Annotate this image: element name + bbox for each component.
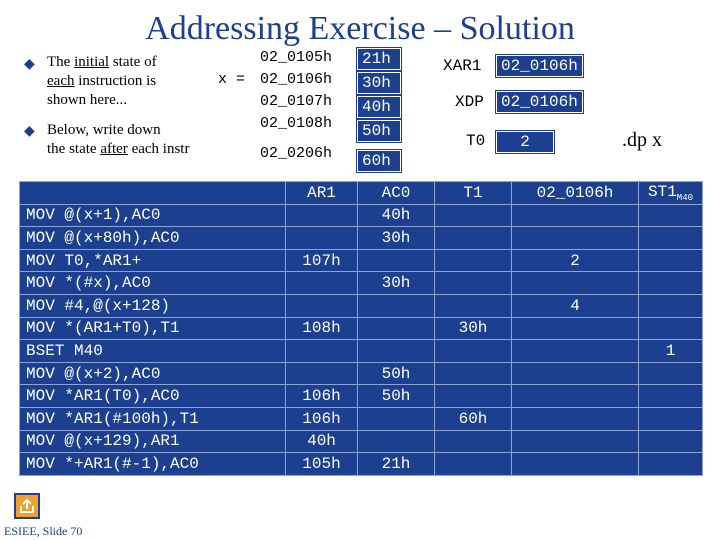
t0-value: 2 <box>496 131 554 153</box>
value-cell <box>435 453 512 476</box>
table-row <box>20 430 703 453</box>
table-row <box>20 249 703 272</box>
bullet-diamond-icon: ◆ <box>24 57 35 72</box>
value-cell: 30h <box>358 227 435 250</box>
value-cell <box>435 430 512 453</box>
x-label: x = <box>218 71 246 88</box>
table-header-t1: T1 <box>435 182 512 205</box>
table-row <box>20 204 703 227</box>
table-header-ar1: AR1 <box>286 182 358 205</box>
value-cell <box>435 294 512 317</box>
table-row <box>20 407 703 430</box>
bullet-initial-state: The initial state of each instruction is shown here... <box>47 54 157 108</box>
table-header-st1: $ST1_{M40}$ <box>639 182 703 205</box>
instruction-cell: MOV @(x+1),AC0 <box>20 204 286 227</box>
value-cell <box>639 407 703 430</box>
value-cell <box>435 272 512 295</box>
instruction-cell: MOV @(x+129),AR1 <box>20 430 286 453</box>
value-cell <box>639 272 703 295</box>
instruction-cell: MOV #4,@(x+128) <box>20 294 286 317</box>
value-cell: 2 <box>512 249 639 272</box>
value-cell: 40h <box>286 430 358 453</box>
instruction-cell: MOV *AR1(T0),AC0 <box>20 385 286 408</box>
memory-value: 21h <box>357 48 401 70</box>
value-cell <box>639 385 703 408</box>
value-cell <box>512 340 639 363</box>
table-header-row <box>20 182 703 205</box>
memory-value: 60h <box>357 150 401 172</box>
value-cell <box>358 317 435 340</box>
value-cell <box>639 362 703 385</box>
value-cell <box>512 204 639 227</box>
value-cell: 21h <box>358 453 435 476</box>
value-cell: 50h <box>358 385 435 408</box>
value-cell: 106h <box>286 407 358 430</box>
instruction-cell: MOV *(AR1+T0),T1 <box>20 317 286 340</box>
value-cell <box>512 385 639 408</box>
table-header-mem: 02_0106h <box>512 182 639 205</box>
value-cell <box>639 430 703 453</box>
memory-value: 30h <box>357 72 401 94</box>
table-header-ac0: AC0 <box>358 182 435 205</box>
value-cell <box>512 272 639 295</box>
instruction-cell: MOV *(#x),AC0 <box>20 272 286 295</box>
t0-label: T0 <box>466 132 486 150</box>
table-row <box>20 317 703 340</box>
table-row <box>20 453 703 476</box>
instruction-cell: BSET M40 <box>20 340 286 363</box>
memory-address: 02_0105h <box>260 49 333 66</box>
table-row <box>20 294 703 317</box>
xar1-value: 02_0106h <box>496 55 583 77</box>
memory-address: 02_0107h <box>260 93 333 110</box>
table-row <box>20 340 703 363</box>
value-cell: 4 <box>512 294 639 317</box>
return-icon[interactable] <box>14 493 40 519</box>
memory-address: 02_0206h <box>260 145 333 162</box>
memory-address: 02_0106h <box>260 71 333 88</box>
value-cell <box>435 362 512 385</box>
value-cell <box>358 340 435 363</box>
value-cell <box>639 453 703 476</box>
slide-footer: ESIEE, Slide 70 <box>4 524 83 538</box>
instruction-cell: MOV @(x+80h),AC0 <box>20 227 286 250</box>
value-cell <box>639 204 703 227</box>
value-cell <box>639 317 703 340</box>
value-cell <box>435 340 512 363</box>
value-cell: 30h <box>435 317 512 340</box>
dp-x-directive: .dp x <box>622 129 662 151</box>
bullet-write-state: Below, write down the state after each instr <box>47 122 190 157</box>
value-cell: 105h <box>286 453 358 476</box>
table-row <box>20 385 703 408</box>
value-cell <box>512 407 639 430</box>
solution-table <box>19 181 703 476</box>
memory-value: 50h <box>357 120 401 142</box>
value-cell <box>435 227 512 250</box>
instruction-cell: MOV *+AR1(#-1),AC0 <box>20 453 286 476</box>
table-row <box>20 227 703 250</box>
memory-value: 40h <box>357 96 401 118</box>
value-cell <box>435 385 512 408</box>
value-cell <box>358 407 435 430</box>
memory-address-column <box>260 47 332 165</box>
value-cell <box>358 249 435 272</box>
value-cell: 108h <box>286 317 358 340</box>
instruction-cell: MOV @(x+2),AC0 <box>20 362 286 385</box>
value-cell <box>639 249 703 272</box>
value-cell <box>512 430 639 453</box>
value-cell <box>639 227 703 250</box>
value-cell <box>512 227 639 250</box>
value-cell: 60h <box>435 407 512 430</box>
slide-title: Addressing Exercise – Solution <box>145 10 575 47</box>
memory-value-column <box>357 48 401 172</box>
instruction-cell: MOV *AR1(#100h),T1 <box>20 407 286 430</box>
value-cell <box>639 294 703 317</box>
value-cell: 1 <box>639 340 703 363</box>
value-cell <box>286 227 358 250</box>
value-cell <box>512 362 639 385</box>
value-cell: 40h <box>358 204 435 227</box>
table-row <box>20 272 703 295</box>
xar1-label: XAR1 <box>443 57 482 75</box>
bullet-diamond-icon: ◆ <box>24 124 35 139</box>
value-cell <box>286 294 358 317</box>
value-cell: 106h <box>286 385 358 408</box>
value-cell: 30h <box>358 272 435 295</box>
value-cell <box>435 249 512 272</box>
value-cell <box>286 204 358 227</box>
value-cell: 107h <box>286 249 358 272</box>
table-header-cell <box>20 182 286 205</box>
value-cell <box>435 204 512 227</box>
value-cell <box>286 272 358 295</box>
value-cell: 50h <box>358 362 435 385</box>
xdp-label: XDP <box>455 93 484 111</box>
instruction-cell: MOV T0,*AR1+ <box>20 249 286 272</box>
value-cell <box>358 430 435 453</box>
xdp-value: 02_0106h <box>496 91 583 113</box>
value-cell <box>286 340 358 363</box>
value-cell <box>358 294 435 317</box>
table-row <box>20 362 703 385</box>
value-cell <box>512 317 639 340</box>
memory-address: 02_0108h <box>260 115 333 132</box>
value-cell <box>512 453 639 476</box>
value-cell <box>286 362 358 385</box>
